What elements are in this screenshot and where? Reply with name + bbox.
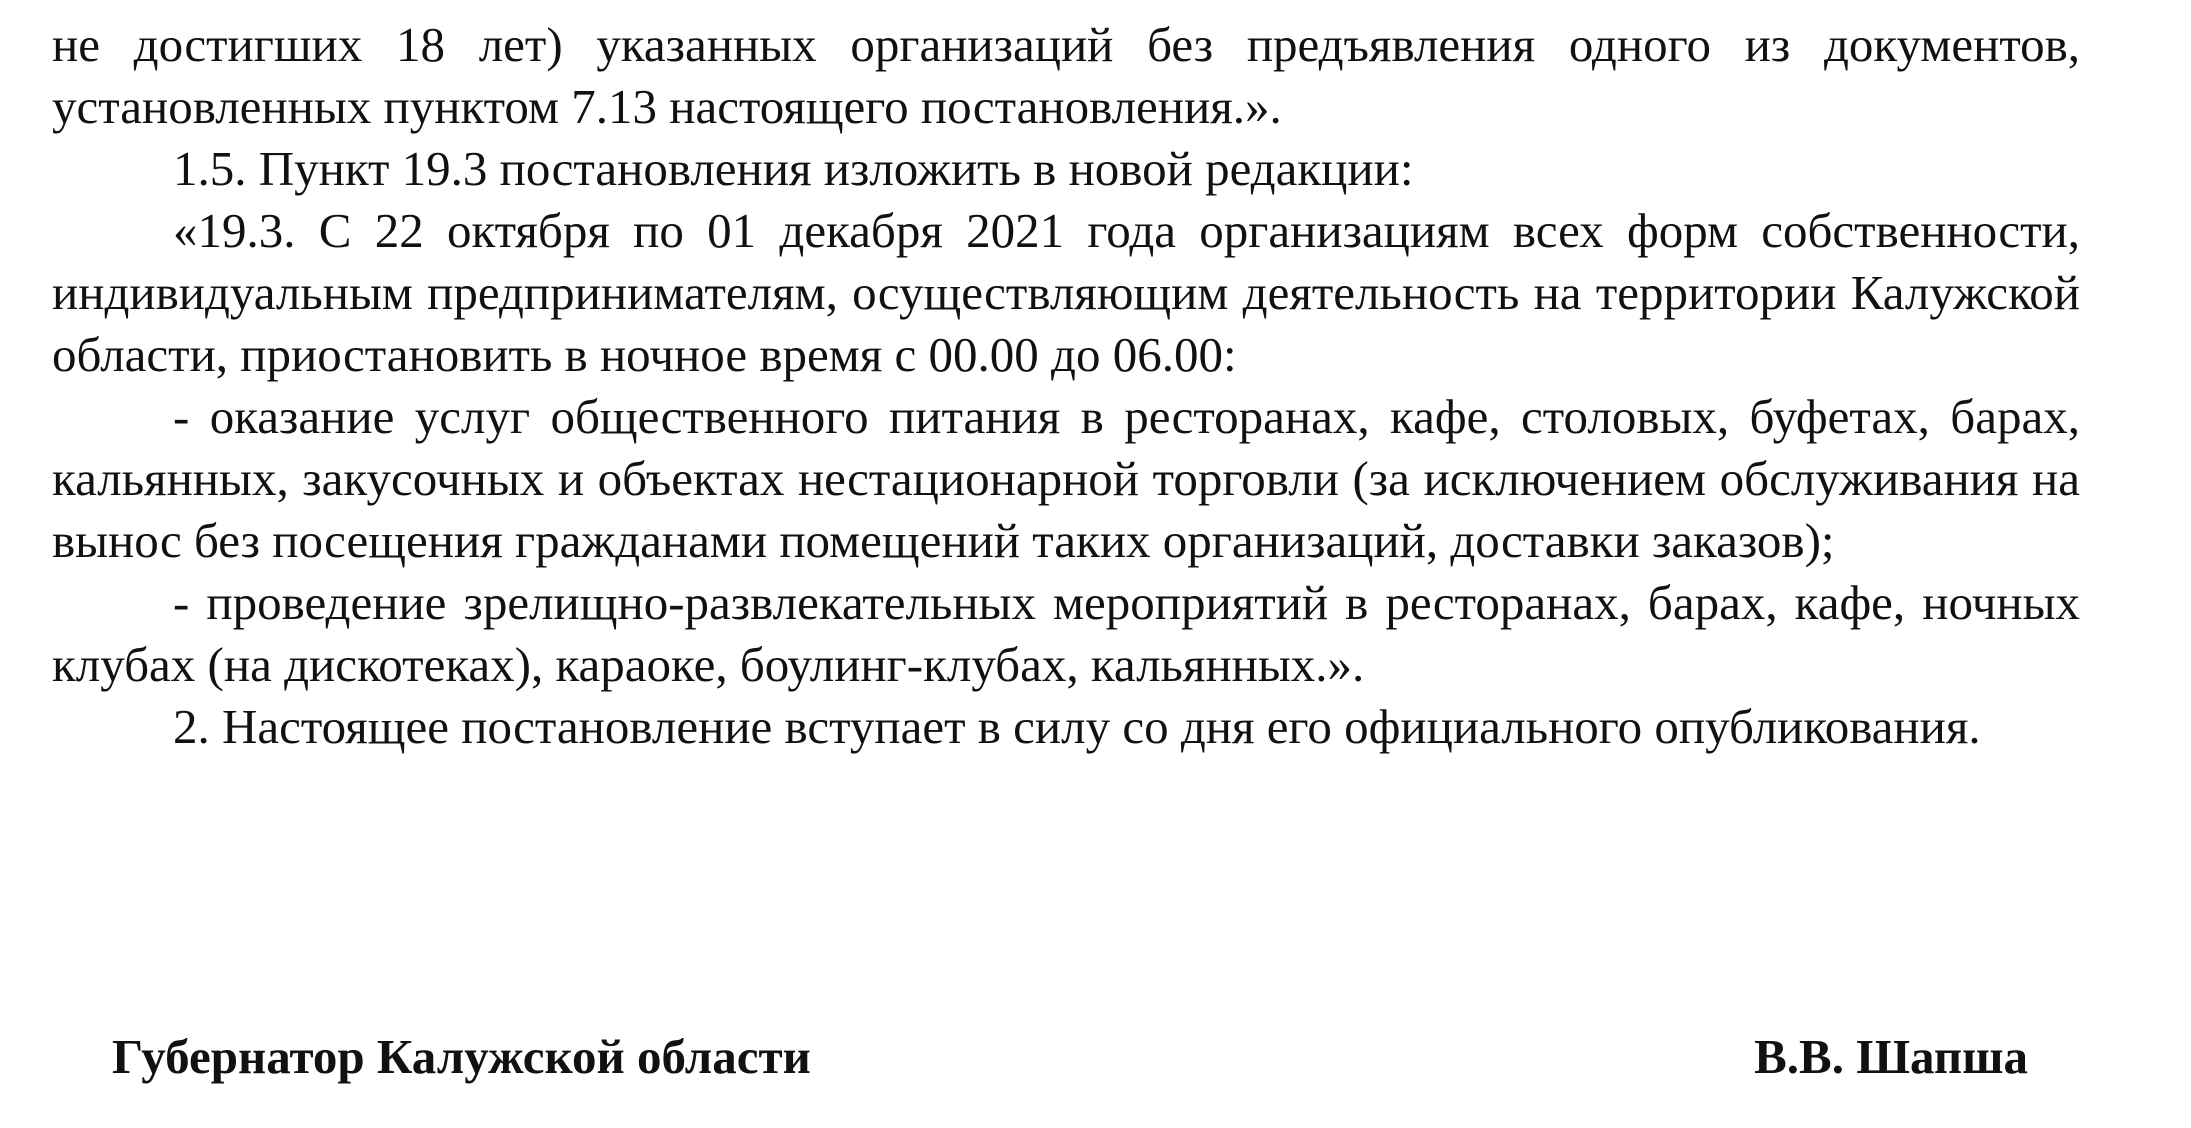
paragraph-19-3: «19.3. С 22 октября по 01 декабря 2021 года организациям всех форм собственности, индивидуальным предпринимателям, осуществляющим деятельность на территории Калужской области, приостановить в ночное время с 00.00 до 06.00: [52,203,2080,382]
paragraph-entertainment-bullet: - проведение зрелищно-развлекательных мероприятий в ресторанах, барах, кафе, ночных клубах (на дискотеках), караоке, боулинг-клубах, кальянных.». [52,575,2080,692]
document-body [52,14,2080,758]
paragraph-item-1-5: 1.5. Пункт 19.3 постановления изложить в новой редакции: [173,141,1414,196]
paragraph-continuation: не достигших 18 лет) указанных организаций без предъявления одного из документов, установленных пунктом 7.13 настоящего постановления.». [52,17,2080,134]
signatory-name: В.В. Шапша [1754,1029,2028,1084]
signatory-title: Губернатор Калужской области [112,1029,811,1084]
paragraph-effective-date: 2. Настоящее постановление вступает в силу со дня его официального опубликования. [173,699,1981,754]
paragraph-catering-bullet: - оказание услуг общественного питания в ресторанах, кафе, столовых, буфетах, барах, кальянных, закусочных и объектах нестационарной торговли (за исключением обслуживания на вынос без посещения гражданами помещений таких организаций, доставки заказов); [52,389,2080,568]
